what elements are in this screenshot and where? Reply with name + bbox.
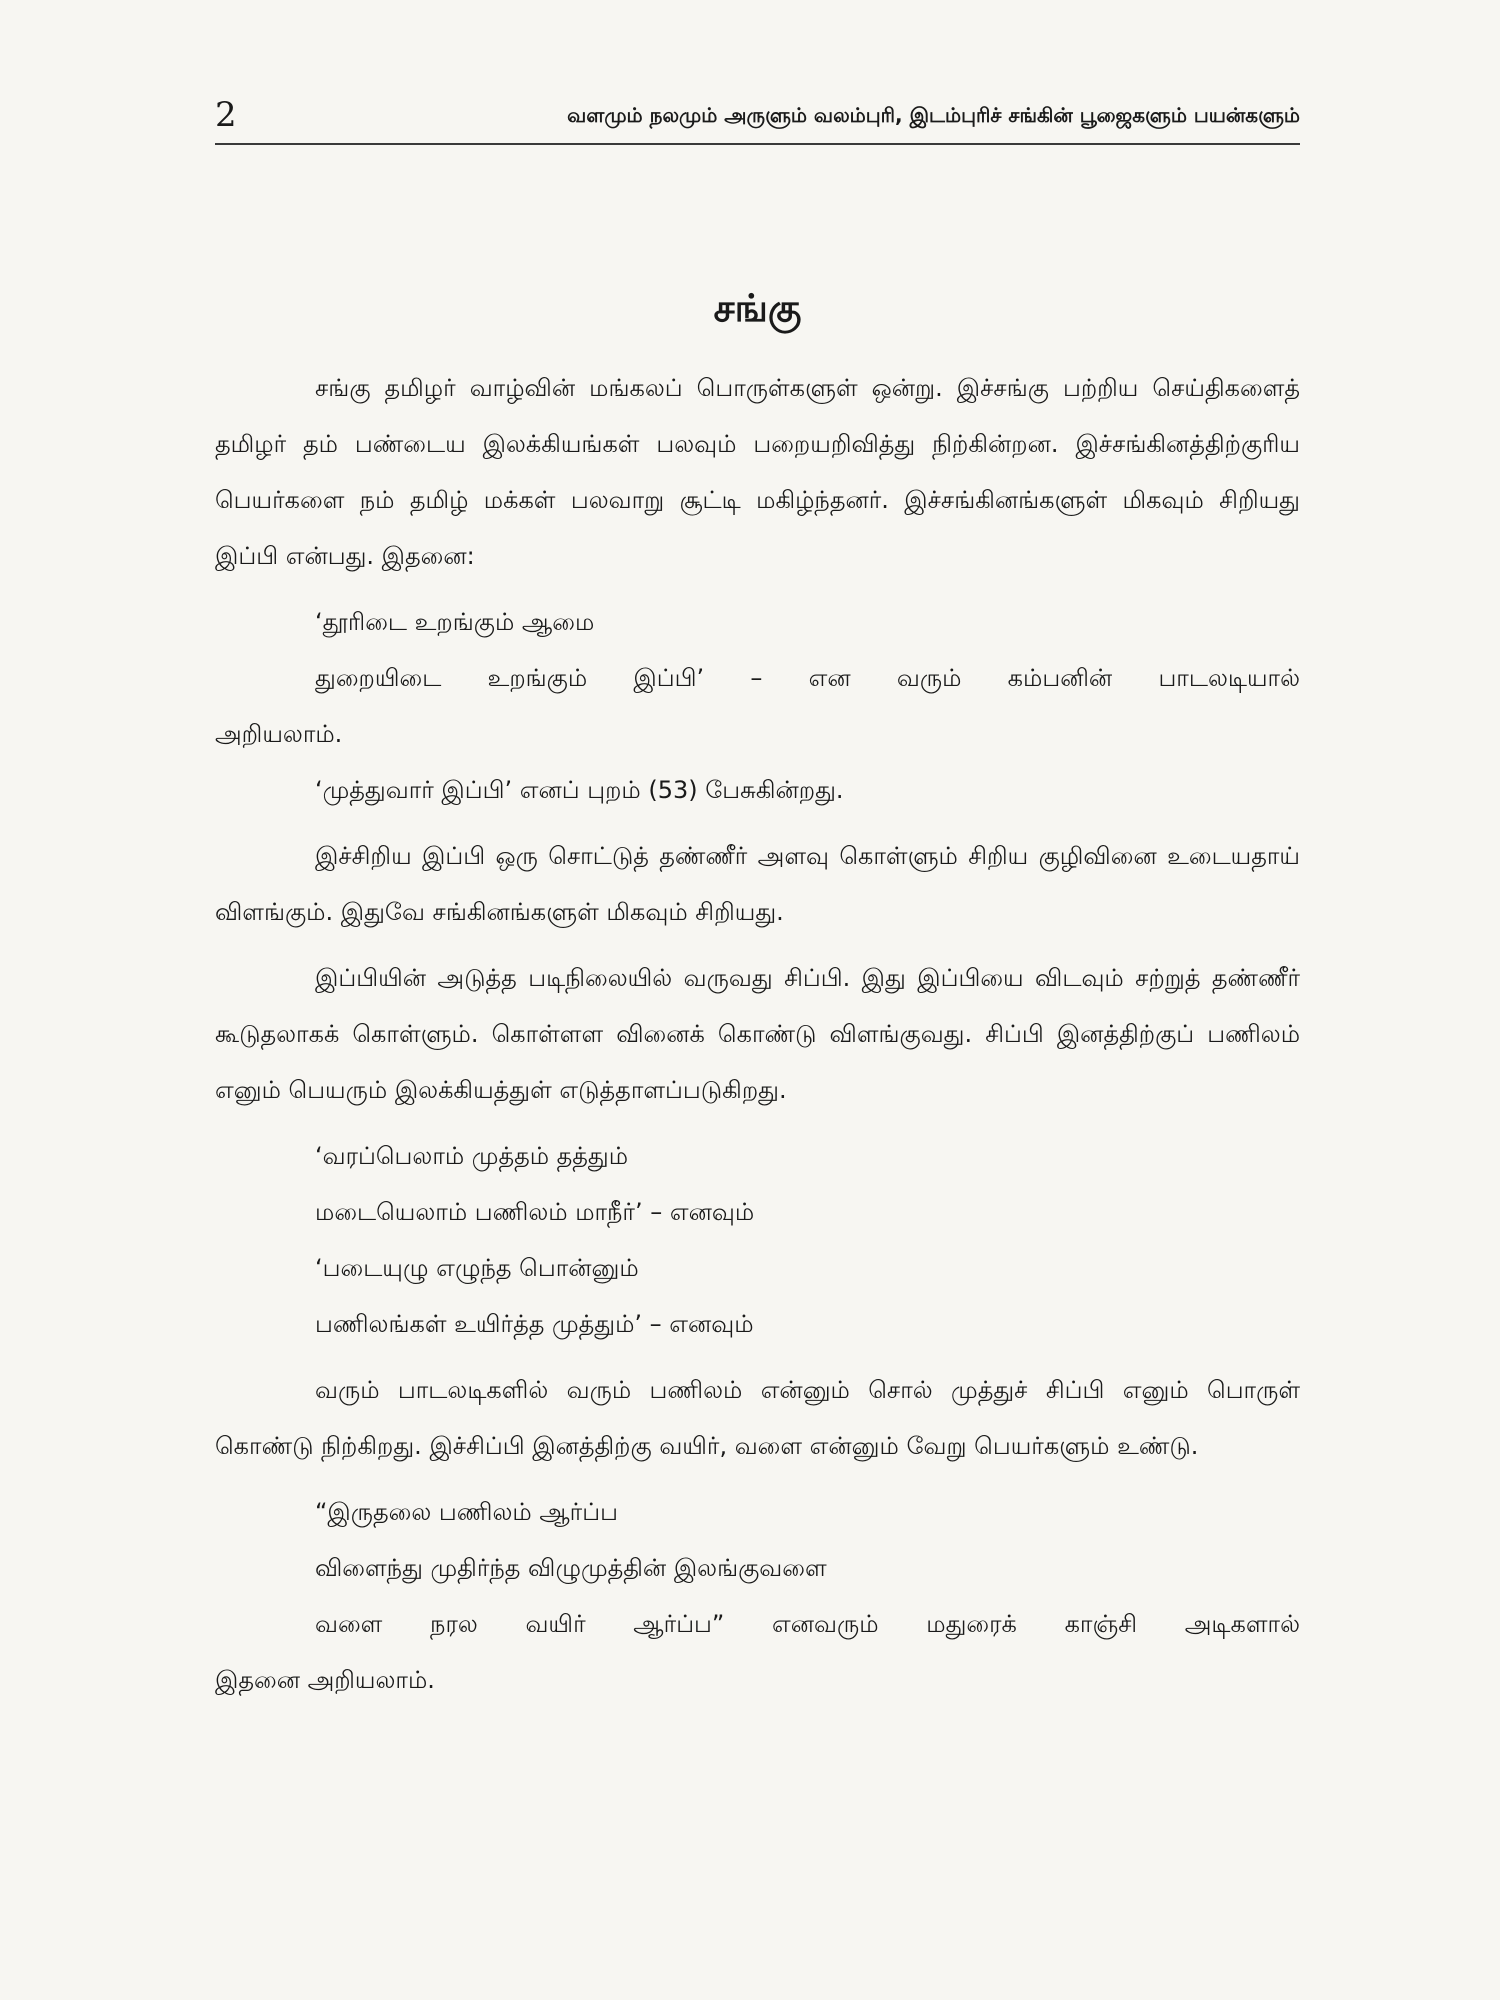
verse-line: துறையிடை உறங்கும் இப்பி’ – என வரும் கம்பனின் பாடலடியால் — [315, 664, 1301, 692]
running-title: வளமும் நலமும் அருளும் வலம்புரி, இடம்புரிச் சங்கின் பூஜைகளும் பயன்களும் — [567, 103, 1300, 127]
verse-maduraikanchi — [215, 1484, 1300, 1708]
chapter-title: சங்கு — [713, 286, 802, 330]
paragraph-panilam: வரும் பாடலடிகளில் வரும் பணிலம் என்னும் சொல் முத்துச் சிப்பி எனும் பொருள் கொண்டு நிற்கிறது. இச்சிப்பி இனத்திற்கு வயிர், வளை என்னும் வேறு பெயர்களும் உண்டு. — [215, 1376, 1300, 1460]
verse-line: ‘முத்துவார் இப்பி’ எனப் புறம் (53) பேசுகின்றது. — [315, 776, 844, 804]
verse-line: வளை நரல வயிர் ஆர்ப்ப” எனவரும் மதுரைக் காஞ்சி அடிகளால் — [315, 1610, 1300, 1638]
page-header — [215, 95, 1300, 145]
verse-panilam — [315, 1128, 1300, 1352]
paragraph-ippi: இச்சிறிய இப்பி ஒரு சொட்டுத் தண்ணீர் அளவு கொள்ளும் சிறிய குழிவினை உடையதாய் விளங்கும். இதுவே சங்கினங்களுள் மிகவும் சிறியது. — [215, 842, 1300, 926]
paragraph-intro: சங்கு தமிழர் வாழ்வின் மங்கலப் பொருள்களுள் ஒன்று. இச்சங்கு பற்றிய செய்திகளைத் தமிழர் தம் பண்டைய இலக்கியங்கள் பலவும் பறையறிவித்து நிற்கின்றன. இச்சங்கினத்திற்குரிய பெயர்களை நம் தமிழ் மக்கள் பலவாறு சூட்டி மகிழ்ந்தனர். இச்சங்கினங்களுள் மிகவும் சிறியது இப்பி என்பது. இதனை: — [215, 374, 1300, 570]
verse-line: “இருதலை பணிலம் ஆர்ப்ப — [315, 1498, 618, 1526]
verse-line: விளைந்து முதிர்ந்த விழுமுத்தின் இலங்குவளை — [315, 1554, 827, 1582]
verse-line: ‘படையுழு எழுந்த பொன்னும் — [315, 1254, 639, 1282]
body-text — [215, 360, 1300, 1718]
page-number: 2 — [215, 95, 237, 135]
paragraph-sippi: இப்பியின் அடுத்த படிநிலையில் வருவது சிப்பி. இது இப்பியை விடவும் சற்றுத் தண்ணீர் கூடுதலாகக் கொள்ளும். கொள்ளள வினைக் கொண்டு விளங்குவது. சிப்பி இனத்திற்குப் பணிலம் எனும் பெயரும் இலக்கியத்துள் எடுத்தாளப்படுகிறது. — [215, 964, 1300, 1104]
verse-line: மடையெலாம் பணிலம் மாநீர்’ – எனவும் — [315, 1198, 755, 1226]
verse-tail-text: இதனை அறியலாம். — [215, 1666, 435, 1694]
verse-line: ‘தூரிடை உறங்கும் ஆமை — [315, 608, 595, 636]
verse-line: ‘வரப்பெலாம் முத்தம் தத்தும் — [315, 1142, 629, 1170]
verse-tail-text: அறியலாம். — [215, 720, 343, 748]
verse-kamban — [215, 594, 1301, 818]
header-divider — [215, 143, 1300, 145]
verse-line: பணிலங்கள் உயிர்த்த முத்தும்’ – எனவும் — [315, 1310, 754, 1338]
